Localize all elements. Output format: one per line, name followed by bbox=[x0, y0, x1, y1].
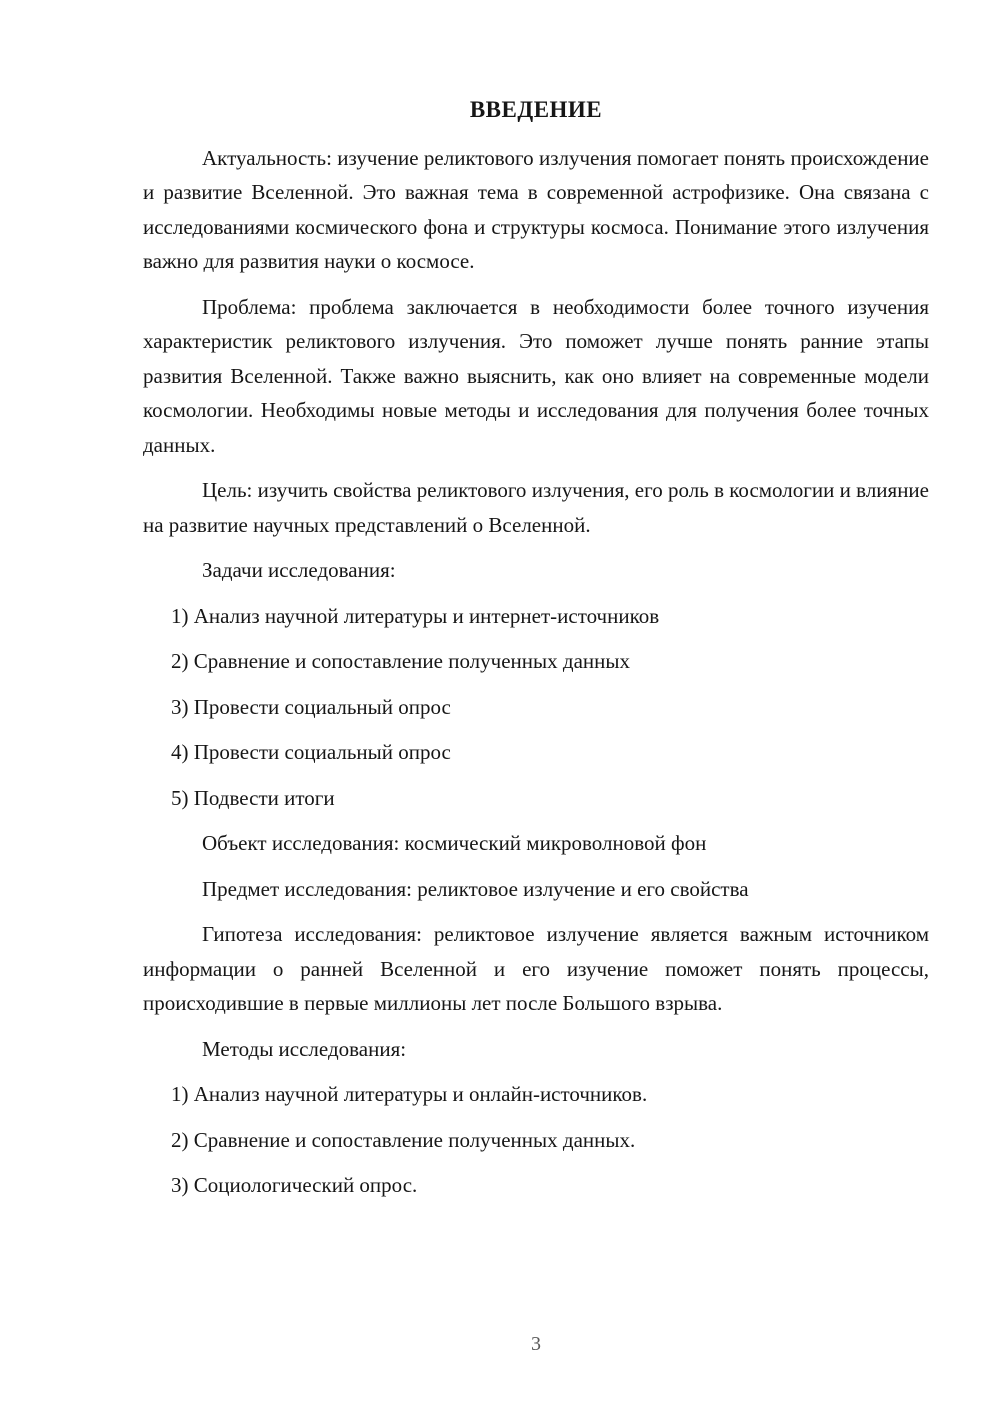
page-title: ВВЕДЕНИЕ bbox=[469, 97, 603, 122]
page-number: 3 bbox=[531, 1333, 541, 1355]
method-item-2: 2) Сравнение и сопоставление полученных данных. bbox=[171, 1127, 636, 1152]
task-item-3: 3) Провести социальный опрос bbox=[171, 694, 451, 719]
task-item-5: 5) Подвести итоги bbox=[171, 785, 335, 810]
task-item-2: 2) Сравнение и сопоставление полученных данных bbox=[171, 649, 630, 673]
tasks-heading: Задачи исследования: bbox=[202, 558, 396, 582]
paragraph-goal: Цель: изучить свойства реликтового излучения, его роль в космологии и влияние на развитие научных представлений о Вселенной. bbox=[143, 478, 929, 537]
task-item-4: 4) Провести социальный опрос bbox=[171, 740, 451, 764]
methods-heading: Методы исследования: bbox=[202, 1036, 407, 1061]
task-item-1: 1) Анализ научной литературы и интернет-источников bbox=[171, 603, 660, 628]
paragraph-problem: Проблема: проблема заключается в необходимости более точного изучения характеристик реликтового излучения. Это поможет лучше понять ранние этапы развития Вселенной. Также важно выяснить, как оно влияет на современные модели космологии. Необходимы новые методы и исследования для получения более точных данных. bbox=[143, 294, 929, 457]
method-item-3: 3) Социологический опрос. bbox=[171, 1173, 418, 1197]
paragraph-subject: Предмет исследования: реликтовое излучение и его свойства bbox=[202, 876, 749, 901]
paragraph-object: Объект исследования: космический микроволновой фон bbox=[202, 831, 707, 855]
paragraph-hypothesis: Гипотеза исследования: реликтовое излучение является важным источником информации о ранней Вселенной и его изучение поможет понять процессы, происходившие в первые миллионы лет после Большого взрыва. bbox=[143, 922, 929, 1015]
paragraph-actuality: Актуальность: изучение реликтового излучения помогает понять происхождение и развитие Вселенной. Это важная тема в современной астрофизике. Она связана с исследованиями космического фона и структуры космоса. Понимание этого излучения важно для развития науки о космосе. bbox=[143, 145, 929, 273]
method-item-1: 1) Анализ научной литературы и онлайн-источников. bbox=[171, 1082, 648, 1106]
